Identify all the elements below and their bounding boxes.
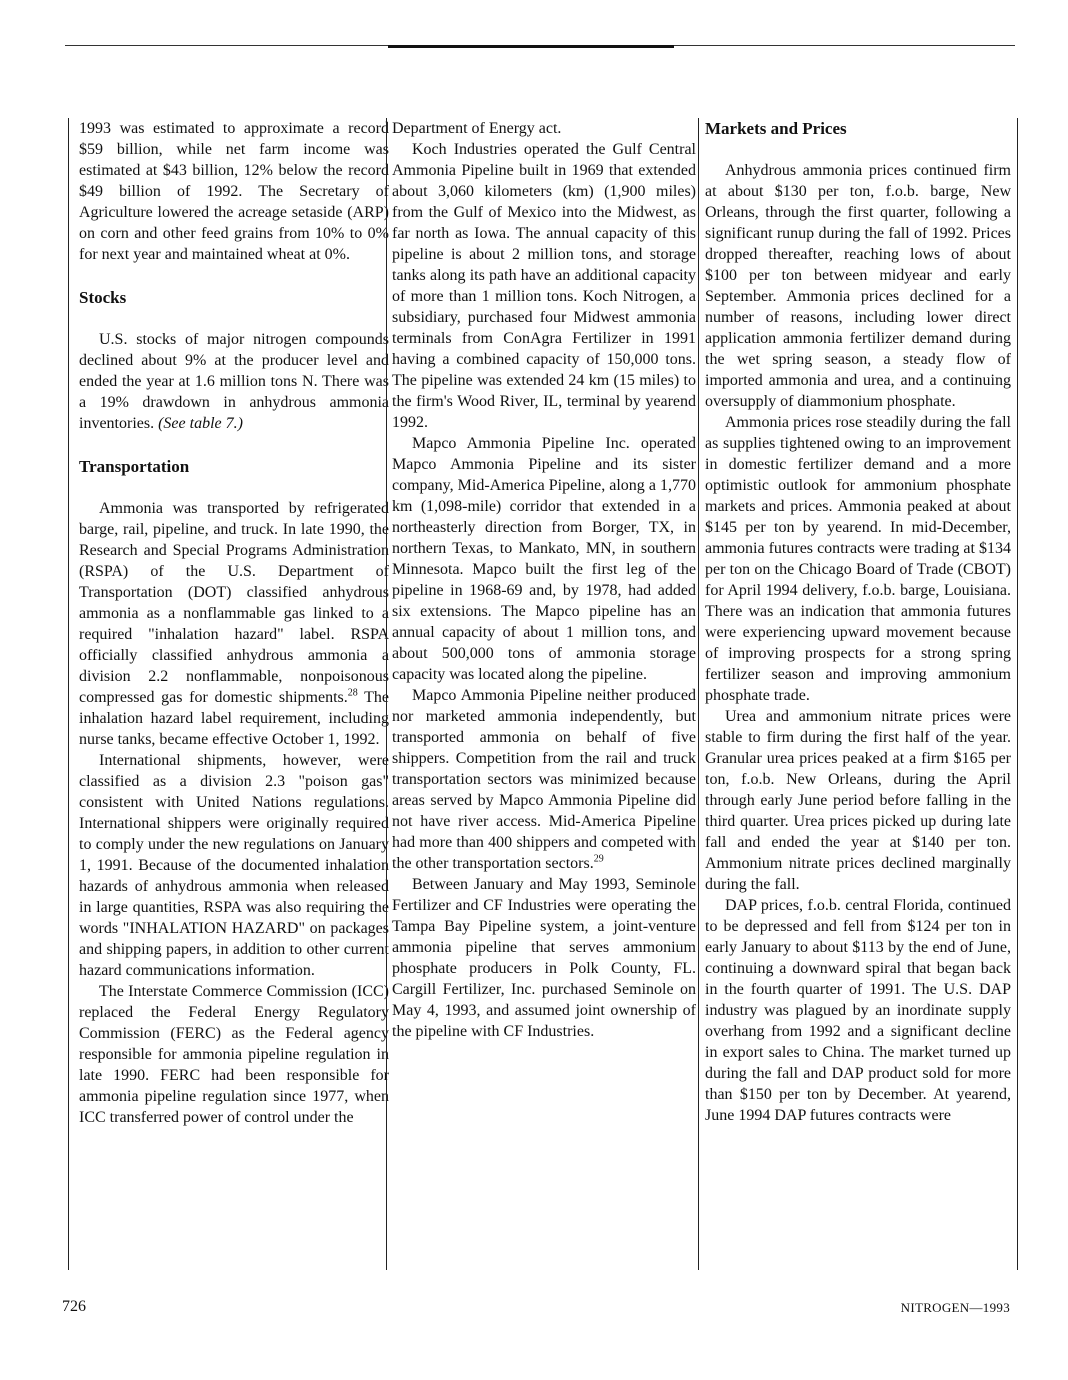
- footnote-marker: 29: [593, 853, 604, 865]
- paragraph: The Interstate Commerce Commission (ICC) replaced the Federal Energy Regulatory Commission (FERC) as the Federal agency responsible for ammonia pipeline regulation in late 1990. FERC had been responsible for ammonia pipeline regulation since 1977, when ICC transferred power of control under the: [79, 983, 389, 1126]
- paragraph: Urea and ammonium nitrate prices were stable to firm during the first half of the year. Granular urea prices peaked at a firm $165 per ton, f.o.b. New Orleans, during the April through early June period before falling in the third quarter. Urea prices picked up during late fall and ended the year at $140 per ton. Ammonium nitrate prices declined marginally during the fall.: [705, 708, 1011, 893]
- column-right: [698, 118, 1018, 1270]
- footnote-marker: 28: [347, 687, 358, 699]
- section-heading-markets-and-prices: Markets and Prices: [705, 119, 847, 138]
- paragraph: [392, 685, 696, 874]
- paragraph: Ammonia prices rose steadily during the fall as supplies tightened owing to an improvement in domestic fertilizer demand and a more optimistic outlook for ammonium phosphate markets and prices. Ammonia peaked at about $145 per ton by yearend. In mid-December, ammonia futures contracts were trading at $134 per ton on the Chicago Board of Trade (CBOT) for April 1994 delivery, f.o.b. barge, Louisiana. There was an indication that ammonia futures were experiencing upward movement because of improving prospects for a strong spring fertilizer season and improving ammonium phosphate trade.: [705, 414, 1011, 704]
- paragraph: DAP prices, f.o.b. central Florida, continued to be depressed and fell from $124 per ton in early January to about $113 by the end of June, continuing a downward spiral that began back in the fourth quarter of 1991. The U.S. DAP industry was plagued by an inordinate supply overhang from 1992 and a significant decline in export sales to China. The market turned up during the fall and DAP product sold for more than $150 per ton by December. At yearend, June 1994 DAP futures contracts were: [705, 897, 1011, 1124]
- section-heading-stocks: Stocks: [79, 288, 127, 307]
- paragraph-text: Mapco Ammonia Pipeline neither produced nor marketed ammonia independently, but transported ammonia on behalf of five shippers. Competition from the rail and truck transportation sectors was minimized because areas served by Mapco Ammonia Pipeline did not have river access. Mid-America Pipeline had more than 400 shippers and competed with the other transportation sectors.: [392, 687, 696, 872]
- paragraph-text: The inhalation hazard label requirement, including nurse tanks, became effective October 1, 1992.: [79, 689, 389, 748]
- column-middle: [386, 118, 696, 1270]
- paragraph: Between January and May 1993, Seminole Fertilizer and CF Industries were operating the Tampa Bay Pipeline system, a joint-venture ammonia pipeline that serves ammonium phosphate producers in Polk County, FL. Cargill Fertilizer, Inc. purchased Seminole on May 4, 1993, and assumed joint ownership of the pipeline with CF Industries.: [392, 876, 696, 1040]
- paragraph: Koch Industries operated the Gulf Central Ammonia Pipeline built in 1969 that extended about 3,060 kilometers (km) (1,900 miles) from the Gulf of Mexico into the Midwest, as far north as Iowa. The annual capacity of this pipeline is about 2 million tons, and storage tanks along its path have an additional capacity of more than 1 million tons. Koch Nitrogen, a subsidiary, purchased four Midwest ammonia terminals from ConAgra Fertilizer in 1991 having a combined capacity of 150,000 tons. The pipeline was extended 24 km (15 miles) to the firm's Wood River, IL, terminal by yearend 1992.: [392, 141, 696, 431]
- running-title: NITROGEN—1993: [900, 1300, 1010, 1315]
- paragraph: Mapco Ammonia Pipeline Inc. operated Mapco Ammonia Pipeline and its sister company, Mid-America Pipeline, along a 1,770 km (1,098-mile) corridor that extended in a northeasterly direction from Borger, TX, in northern Texas, to Mankato, MN, in southern Minnesota. Mapco built the first leg of the pipeline in 1968-69 and, by 1978, had added six extensions. The Mapco pipeline has an annual capacity of about 1 million tons, and about 500,000 tons of ammonia storage capacity was located along the pipeline.: [392, 435, 696, 683]
- paragraph: Anhydrous ammonia prices continued firm at about $130 per ton, f.o.b. barge, New Orleans, through the first quarter, following a significant runup during the fall of 1992. Prices dropped thereafter, reaching lows of about $100 per ton between midyear and early September. Ammonia prices declined for a number of reasons, including lower direct application ammonia fertilizer demand during the wet spring season, a steady flow of imported ammonia and urea, and a continuing oversupply of diammonium phosphate.: [705, 162, 1011, 410]
- paragraph-text: U.S. stocks of major nitrogen compounds declined about 9% at the producer level and ended the year at 1.6 million tons N. There was a 19% drawdown in anhydrous ammonia inventories.: [79, 331, 389, 432]
- paragraph: Department of Energy act.: [392, 120, 562, 137]
- header-rule-accent: [388, 45, 674, 48]
- page-number: 726: [62, 1298, 86, 1315]
- table-reference: (See table 7.): [158, 415, 243, 432]
- paragraph: International shipments, however, were classified as a division 2.3 "poison gas" consistent with United Nations regulations. International shippers were originally required to comply under the new regulations on January 1, 1991. Because of the documented inhalation hazards of anhydrous ammonia when released in large quantities, RSPA was also requiring the words "INHALATION HAZARD" on packages and shipping papers, in addition to other current hazard communications information.: [79, 752, 389, 979]
- paragraph: [79, 329, 389, 434]
- column-left: [68, 118, 389, 1270]
- paragraph: [79, 498, 389, 750]
- paragraph: 1993 was estimated to approximate a record $59 billion, while net farm income was estimated at $43 billion, 12% below the record $49 billion of 1992. The Secretary of Agriculture lowered the acreage setaside (ARP) on corn and other feed grains from 10% to 0% for next year and maintained wheat at 0%.: [79, 120, 389, 263]
- paragraph-text: Ammonia was transported by refrigerated barge, rail, pipeline, and truck. In late 1990, the Research and Special Programs Administration (RSPA) of the U.S. Department of Transportation (DOT) classified anhydrous ammonia as a nonflammable gas linked to a required "inhalation hazard" label. RSPA officially classified anhydrous ammonia a division 2.2 nonflammable, nonpoisonous compressed gas for domestic shipments.: [79, 500, 389, 706]
- section-heading-transportation: Transportation: [79, 457, 190, 476]
